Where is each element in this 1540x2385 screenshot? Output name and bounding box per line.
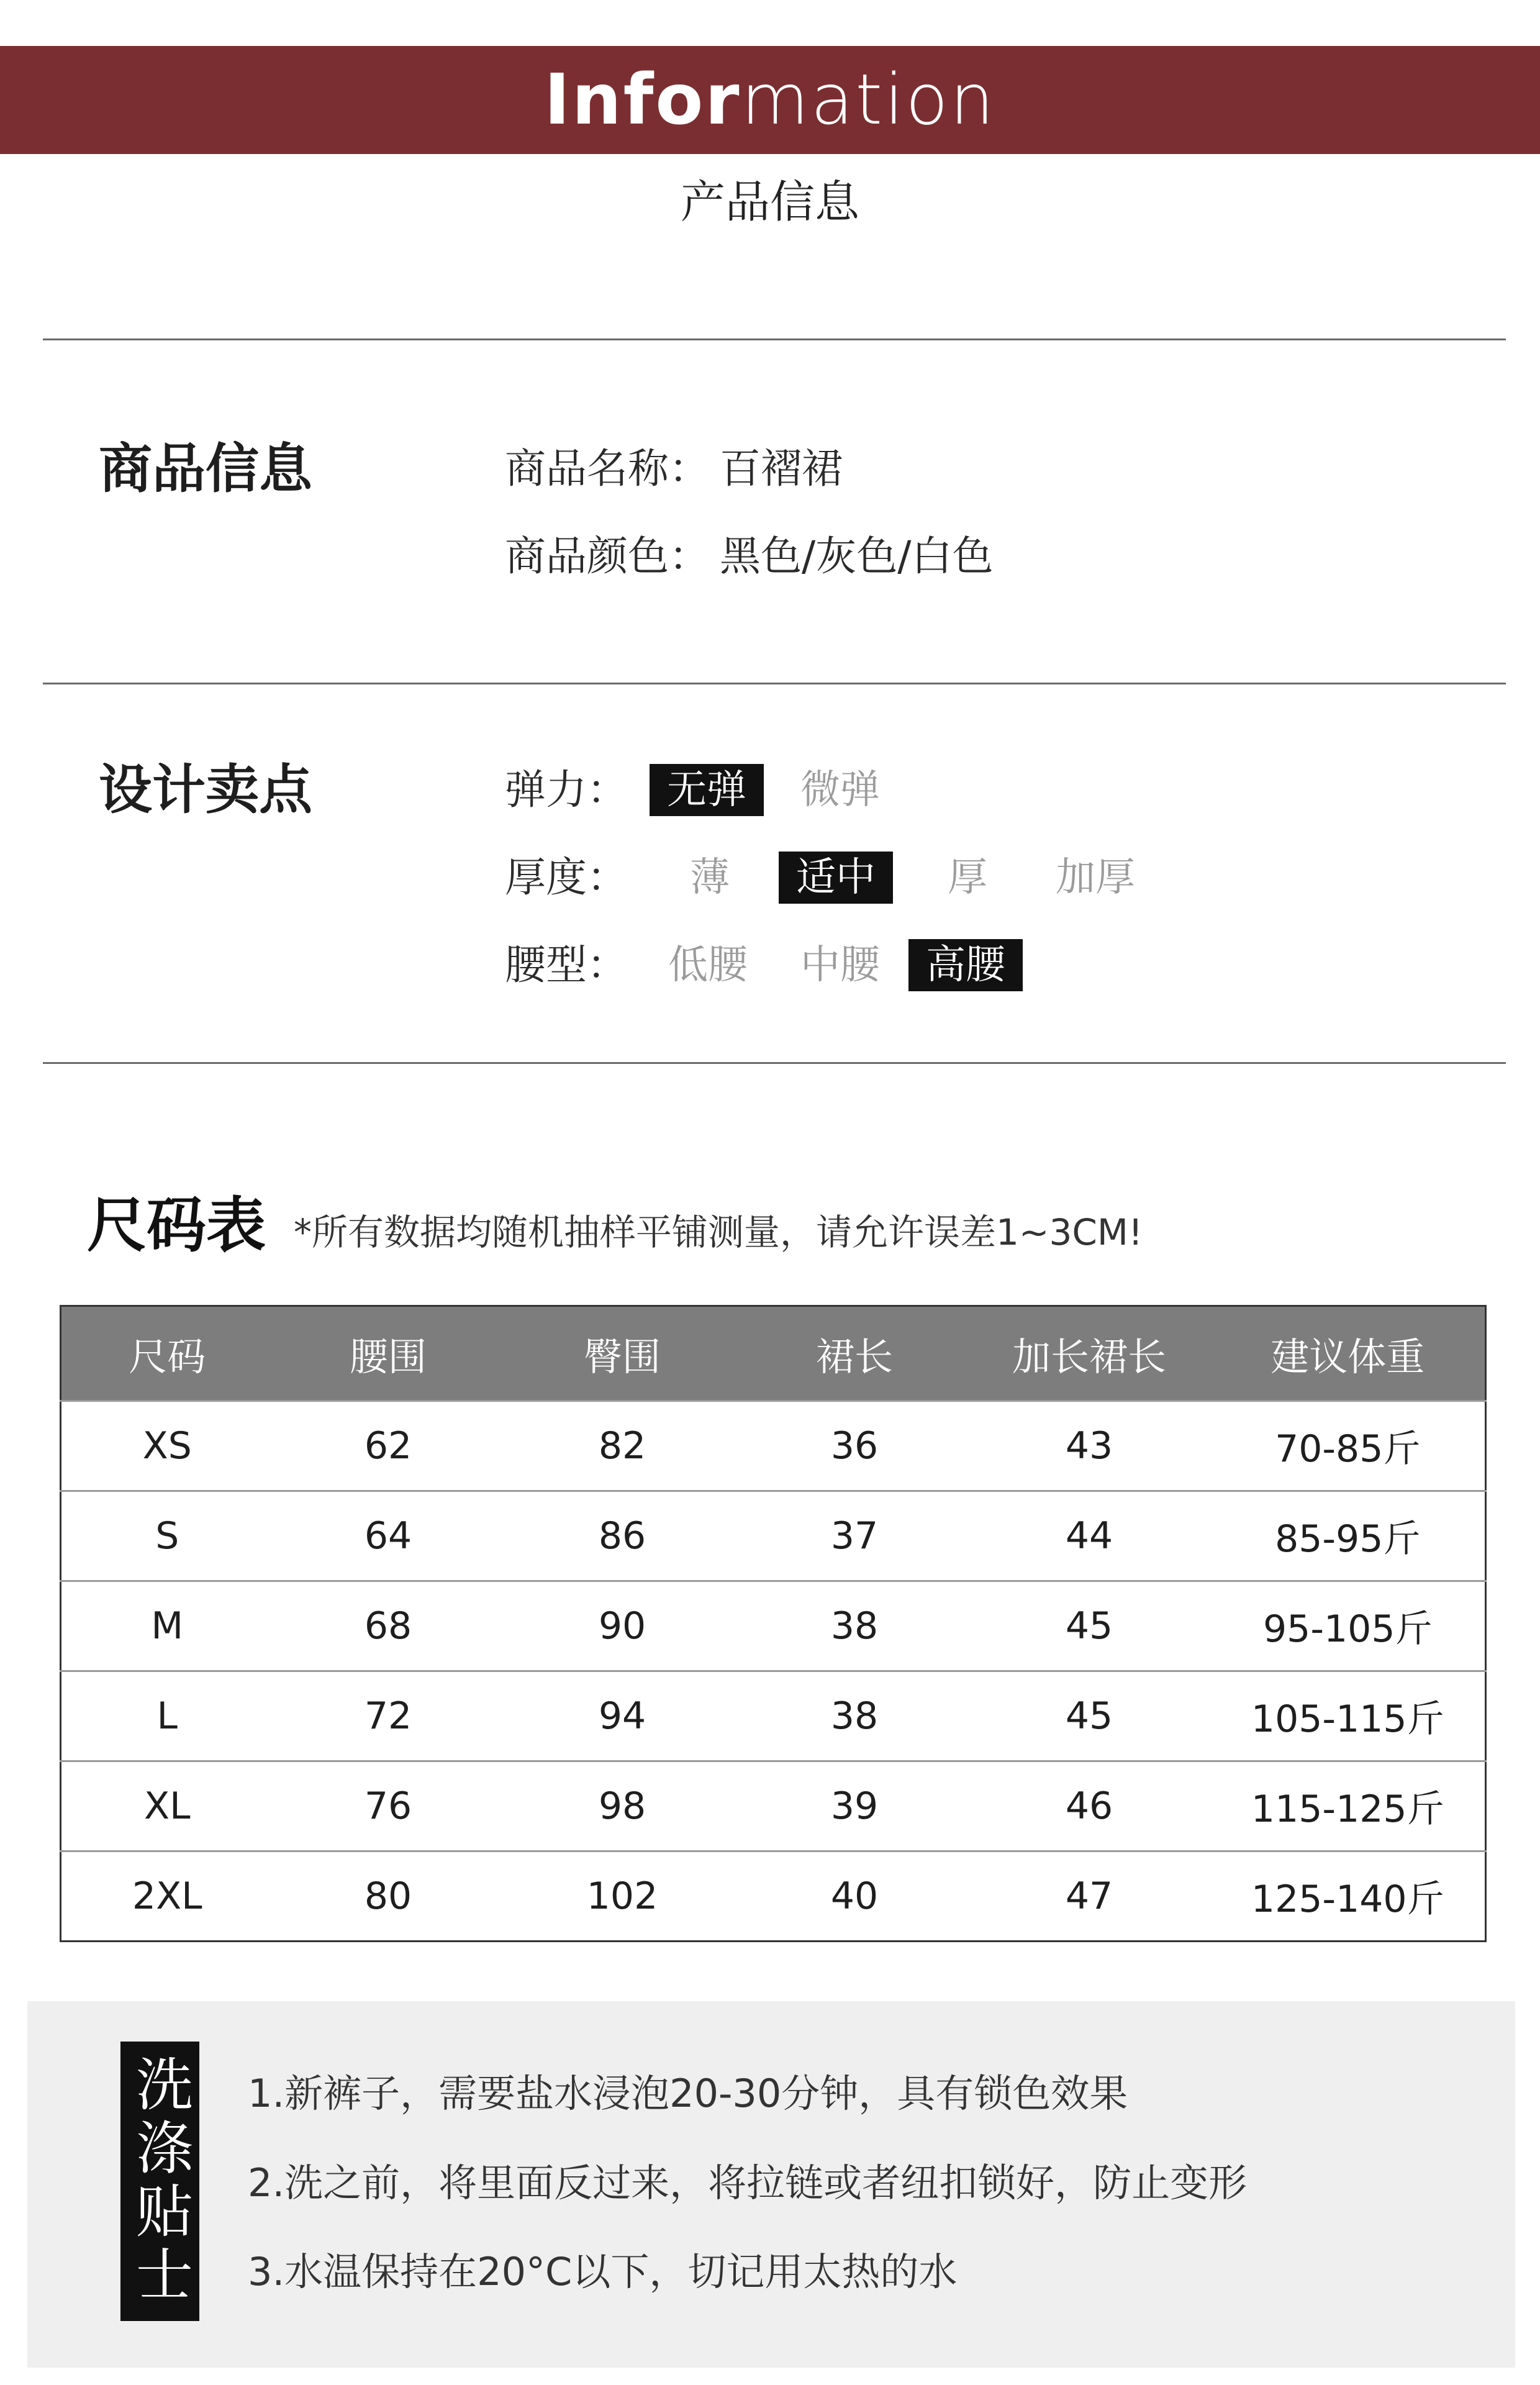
table-cell: 82 [504, 1401, 741, 1491]
table-row [61, 1401, 1486, 1491]
table-row [61, 1761, 1486, 1851]
column-header: 裙长 [741, 1306, 968, 1401]
information-banner [0, 46, 1540, 154]
divider [43, 338, 1506, 340]
table-cell: 85-95斤 [1211, 1491, 1486, 1581]
banner-title-light: mation [741, 60, 996, 140]
table-cell: 94 [504, 1671, 741, 1761]
table-cell: 76 [273, 1761, 504, 1851]
banner-subtitle: 产品信息 [680, 176, 859, 228]
table-cell: 98 [504, 1761, 741, 1851]
table-cell: S [61, 1491, 273, 1581]
table-cell: 46 [968, 1761, 1211, 1851]
size-table [60, 1305, 1487, 1942]
elasticity-option-slight: 微弹 [800, 767, 880, 813]
table-cell: 40 [741, 1851, 968, 1942]
care-tip: 1.新裤子，需要盐水浸泡20-30分钟，具有锁色效果 [248, 2071, 1128, 2116]
column-header: 尺码 [61, 1306, 273, 1401]
waist-option-high: 高腰 [908, 939, 1023, 991]
care-tips-heading: 洗涤贴士 [127, 2055, 193, 2308]
product-name-value: 百褶裙 [720, 445, 843, 493]
care-tip: 2.洗之前，将里面反过来，将拉链或者纽扣锁好，防止变形 [248, 2160, 1248, 2206]
product-info-heading: 商品信息 [99, 438, 312, 500]
product-color-value: 黑色/灰色/白色 [720, 532, 994, 580]
thickness-option-extra-thick: 加厚 [1056, 855, 1135, 901]
table-header-row [61, 1306, 1486, 1401]
table-cell: 62 [273, 1401, 504, 1491]
table-cell: 38 [741, 1671, 968, 1761]
table-cell: 2XL [61, 1851, 273, 1942]
table-cell: 86 [504, 1491, 741, 1581]
elasticity-option-none: 无弹 [650, 764, 764, 816]
table-cell: 90 [504, 1581, 741, 1671]
table-row [61, 1671, 1486, 1761]
divider [43, 1062, 1506, 1064]
column-header: 加长裙长 [968, 1306, 1211, 1401]
product-color-label: 商品颜色： [505, 532, 710, 580]
table-cell: M [61, 1581, 273, 1671]
table-cell: 36 [741, 1401, 968, 1491]
table-row [61, 1581, 1486, 1671]
table-cell: XS [61, 1401, 273, 1491]
thickness-option-medium: 适中 [779, 852, 893, 904]
table-cell: 105-115斤 [1211, 1671, 1486, 1761]
waist-option-low: 低腰 [668, 942, 748, 988]
table-cell: 37 [741, 1491, 968, 1581]
table-cell: 47 [968, 1851, 1211, 1942]
table-cell: 39 [741, 1761, 968, 1851]
thickness-label: 厚度： [505, 853, 628, 901]
table-cell: 68 [273, 1581, 504, 1671]
product-name-label: 商品名称： [505, 445, 710, 493]
table-cell: 38 [741, 1581, 968, 1671]
table-cell: 43 [968, 1401, 1211, 1491]
table-cell: 45 [968, 1671, 1211, 1761]
banner-title [0, 46, 1540, 154]
elasticity-label: 弹力： [505, 766, 628, 814]
thickness-option-thick: 厚 [948, 855, 987, 901]
table-cell: 70-85斤 [1211, 1401, 1486, 1491]
table-cell: 125-140斤 [1211, 1851, 1486, 1942]
banner-title-bold: Infor [544, 60, 741, 140]
column-header: 臀围 [504, 1306, 741, 1401]
design-points-heading: 设计卖点 [99, 759, 312, 821]
table-cell: 72 [273, 1671, 504, 1761]
divider [43, 683, 1506, 684]
care-tip: 3.水温保持在20°C以下，切记用太热的水 [248, 2249, 958, 2294]
care-tips-badge [120, 2042, 199, 2321]
size-chart-heading: 尺码表 [87, 1191, 266, 1260]
table-row [61, 1491, 1486, 1581]
waist-option-mid: 中腰 [800, 942, 880, 988]
table-cell: 102 [504, 1851, 741, 1942]
table-cell: 95-105斤 [1211, 1581, 1486, 1671]
table-cell: L [61, 1671, 273, 1761]
table-cell: XL [61, 1761, 273, 1851]
table-cell: 64 [273, 1491, 504, 1581]
column-header: 腰围 [273, 1306, 504, 1401]
column-header: 建议体重 [1211, 1306, 1486, 1401]
table-cell: 80 [273, 1851, 504, 1942]
table-row [61, 1851, 1486, 1942]
table-cell: 45 [968, 1581, 1211, 1671]
waist-type-label: 腰型： [505, 941, 628, 989]
size-chart-note: *所有数据均随机抽样平铺测量，请允许误差1~3CM! [294, 1211, 1143, 1253]
thickness-option-thin: 薄 [690, 855, 730, 901]
table-cell: 115-125斤 [1211, 1761, 1486, 1851]
table-cell: 44 [968, 1491, 1211, 1581]
